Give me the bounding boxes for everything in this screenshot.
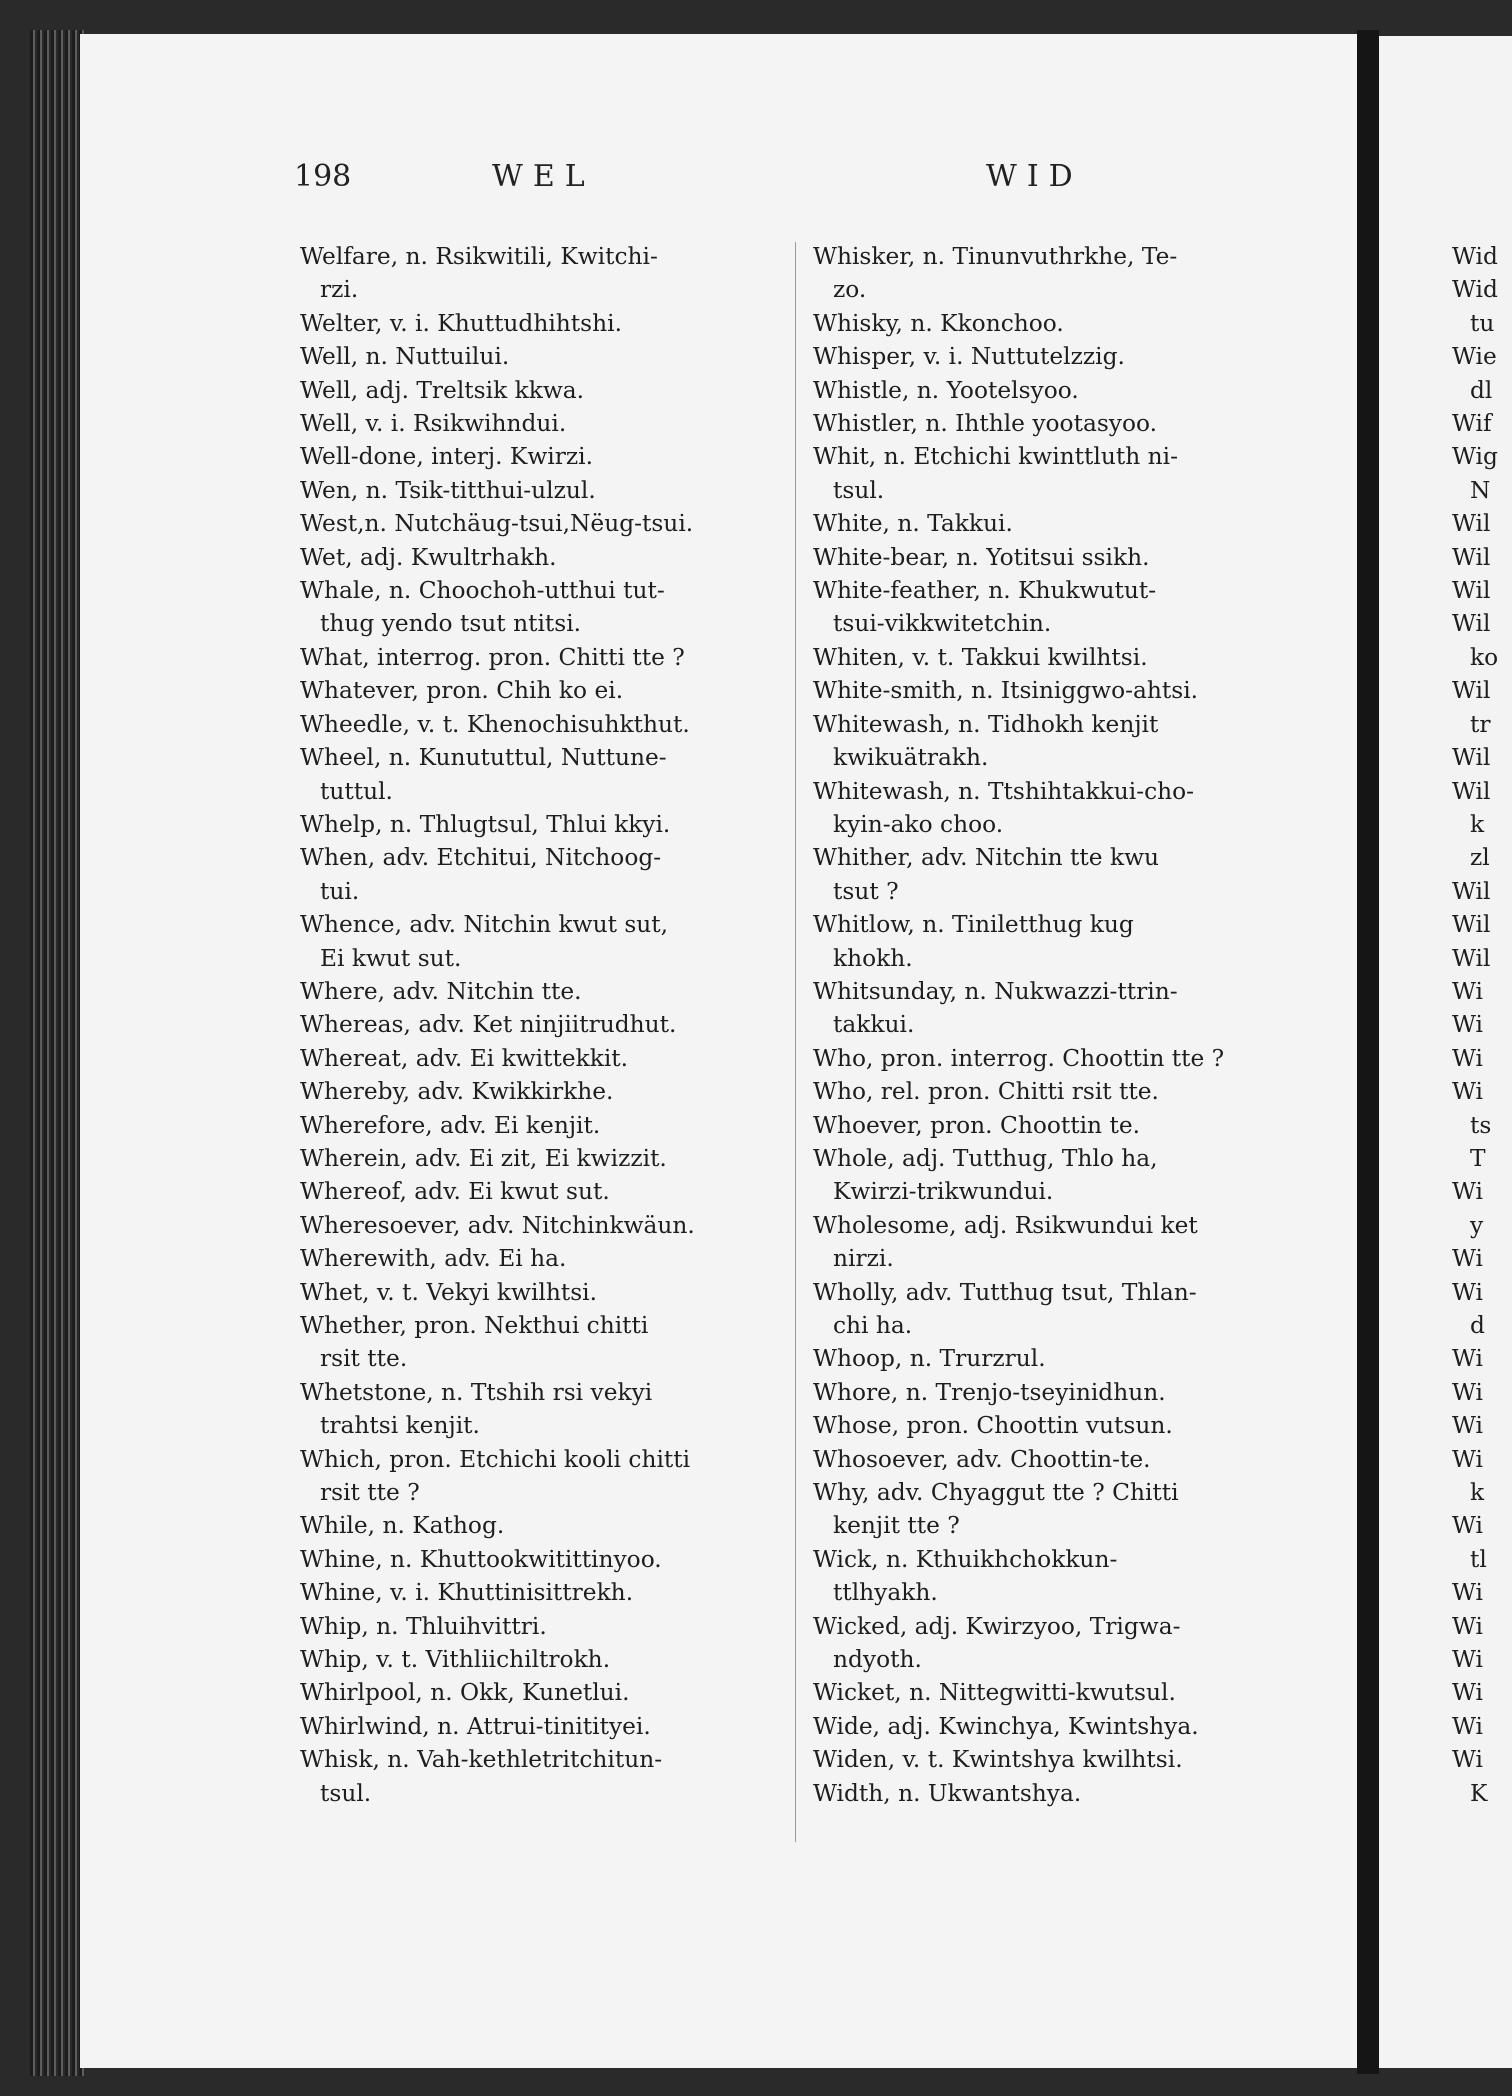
dictionary-entry: Whitlow, n. Tiniletthug kug khokh. — [813, 911, 1134, 972]
dictionary-entry: Whole, adj. Tutthug, Thlo ha, Kwirzi-trikwundui. — [813, 1144, 1158, 1206]
dictionary-entry: Whosoever, adv. Choottin-te. — [813, 1445, 1151, 1473]
dictionary-entry: Why, adv. Chyaggut tte ? Chitti kenjit tte ? — [813, 1479, 1179, 1540]
book-gutter — [1357, 30, 1379, 2074]
dictionary-column-left — [300, 240, 800, 1810]
dictionary-entry: Whisper, v. i. Nuttutelzzig. — [813, 343, 1125, 371]
dictionary-entry: Whatever, pron. Chih ko ei. — [300, 677, 624, 705]
entry-fragment: Wi — [1452, 1646, 1483, 1674]
dictionary-entry: Whit, n. Etchichi kwinttluth ni- tsul. — [813, 443, 1178, 504]
dictionary-entry: Wherein, adv. Ei zit, Ei kwizzit. — [300, 1144, 667, 1172]
dictionary-entry: White-feather, n. Khukwutut- tsui-vikkwitetchin. — [813, 577, 1157, 638]
dictionary-entry: Well-done, interj. Kwirzi. — [300, 443, 593, 471]
dictionary-entry: Whose, pron. Choottin vutsun. — [813, 1412, 1173, 1440]
entry-fragment: Wi — [1452, 1044, 1483, 1072]
entry-fragment: Wil — [1452, 777, 1491, 805]
dictionary-entry: Whoever, pron. Choottin te. — [813, 1111, 1141, 1139]
dictionary-entry: Whore, n. Trenjo-tseyinidhun. — [813, 1378, 1166, 1406]
entry-fragment: Wi — [1452, 1612, 1483, 1640]
entry-fragment: Wi — [1452, 1412, 1483, 1440]
entry-fragment: Wil — [1452, 510, 1491, 538]
guide-word-right: WID — [986, 159, 1083, 194]
dictionary-entry: White-smith, n. Itsiniggwo-ahtsi. — [813, 677, 1199, 705]
entry-fragment: Wil — [1452, 877, 1491, 905]
entry-fragment: Wif — [1452, 410, 1492, 438]
entry-fragment: Wi — [1452, 1579, 1483, 1607]
dictionary-entry: Whereof, adv. Ei kwut sut. — [300, 1178, 610, 1206]
entry-fragment: k — [1470, 810, 1485, 838]
dictionary-entry: While, n. Kathog. — [300, 1512, 505, 1540]
page-number: 198 — [294, 159, 352, 194]
entry-fragment: K — [1470, 1779, 1488, 1807]
entry-fragment: ko — [1470, 643, 1499, 671]
entry-fragment: Wil — [1452, 911, 1491, 939]
dictionary-entry: Wherefore, adv. Ei kenjit. — [300, 1111, 601, 1139]
entry-fragment: T — [1470, 1144, 1486, 1172]
dictionary-entry: Whip, n. Thluihvittri. — [300, 1612, 547, 1640]
dictionary-entry: Where, adv. Nitchin tte. — [300, 977, 582, 1005]
entry-fragment: Wil — [1452, 744, 1491, 772]
dictionary-entry: White, n. Takkui. — [813, 510, 1013, 538]
dictionary-entry: Whistler, n. Ihthle yootasyoo. — [813, 410, 1158, 438]
dictionary-entry: Whisk, n. Vah-kethletritchitun- tsul. — [300, 1746, 663, 1807]
dictionary-entry: Whip, v. t. Vithliichiltrokh. — [300, 1646, 611, 1674]
entry-fragment: Wi — [1452, 1378, 1483, 1406]
entry-fragment: tl — [1470, 1545, 1487, 1573]
dictionary-entry: Well, n. Nuttuilui. — [300, 343, 510, 371]
entry-fragment: Wi — [1452, 1011, 1483, 1039]
dictionary-entry: When, adv. Etchitui, Nitchoog- tui. — [300, 844, 662, 905]
entry-fragment: Wi — [1452, 1679, 1483, 1707]
dictionary-entry: Whereas, adv. Ket ninjiitrudhut. — [300, 1011, 677, 1039]
dictionary-entry: Width, n. Ukwantshya. — [813, 1779, 1082, 1807]
entry-fragment: Wi — [1452, 1445, 1483, 1473]
dictionary-entry: Whetstone, n. Ttshih rsi vekyi trahtsi kenjit. — [300, 1378, 653, 1440]
guide-word-left: WEL — [492, 159, 595, 194]
dictionary-entry: Welfare, n. Rsikwitili, Kwitchi- rzi. — [300, 243, 658, 304]
entry-fragment: Wi — [1452, 1746, 1483, 1774]
dictionary-entry: Wick, n. Kthuikhchokkun- ttlhyakh. — [813, 1545, 1118, 1607]
dictionary-entry: Welter, v. i. Khuttudhihtshi. — [300, 309, 622, 337]
entry-fragment: Wil — [1452, 543, 1491, 571]
entry-fragment: Wil — [1452, 610, 1491, 638]
entry-fragment: Wi — [1452, 1345, 1483, 1373]
entry-fragment: Wi — [1452, 1512, 1483, 1540]
dictionary-entry: Whence, adv. Nitchin kwut sut, Ei kwut sut. — [300, 911, 669, 972]
dictionary-entry: Whereat, adv. Ei kwittekkit. — [300, 1044, 629, 1072]
dictionary-entry: Wide, adj. Kwinchya, Kwintshya. — [813, 1712, 1199, 1740]
dictionary-entry: Who, pron. interrog. Choottin tte ? — [813, 1044, 1225, 1072]
book-page-edges — [30, 30, 84, 2076]
entry-fragment: Wi — [1452, 1278, 1483, 1306]
dictionary-entry: Whirlpool, n. Okk, Kunetlui. — [300, 1679, 630, 1707]
entry-fragment: Wi — [1452, 1712, 1483, 1740]
dictionary-entry: Whether, pron. Nekthui chitti rsit tte. — [300, 1312, 649, 1373]
dictionary-entry: Whitsunday, n. Nukwazzi-ttrin- takkui. — [813, 977, 1178, 1039]
dictionary-entry: Wicket, n. Nittegwitti-kwutsul. — [813, 1679, 1176, 1707]
entry-fragment: zl — [1470, 844, 1490, 872]
dictionary-entry: Who, rel. pron. Chitti rsit tte. — [813, 1078, 1159, 1106]
dictionary-entry: Wherewith, adv. Ei ha. — [300, 1245, 567, 1273]
dictionary-entry: Whine, v. i. Khuttinisittrekh. — [300, 1579, 634, 1607]
dictionary-entry: White-bear, n. Yotitsui ssikh. — [813, 543, 1150, 571]
entry-fragment: Wi — [1452, 977, 1483, 1005]
dictionary-entry: Well, adj. Treltsik kkwa. — [300, 376, 585, 404]
entry-fragment: Wi — [1452, 1078, 1483, 1106]
dictionary-entry: Wheedle, v. t. Khenochisuhkthut. — [300, 710, 690, 738]
entry-fragment: ts — [1470, 1111, 1492, 1139]
entry-fragment: y — [1470, 1211, 1484, 1239]
dictionary-entry: Wet, adj. Kwultrhakh. — [300, 543, 557, 571]
entry-fragment: d — [1470, 1312, 1485, 1339]
entry-fragment: Wid — [1452, 243, 1498, 270]
dictionary-entry: Widen, v. t. Kwintshya kwilhtsi. — [813, 1746, 1183, 1774]
dictionary-entry: Wheresoever, adv. Nitchinkwäun. — [300, 1211, 695, 1239]
dictionary-column-right — [813, 240, 1313, 1810]
dictionary-entry: Whelp, n. Thlugtsul, Thlui kkyi. — [300, 810, 671, 838]
dictionary-entry: West,n. Nutchäug-tsui,Nëug-tsui. — [300, 510, 694, 538]
dictionary-entry: Whisky, n. Kkonchoo. — [813, 309, 1064, 337]
entry-fragment: tu — [1470, 309, 1495, 337]
dictionary-entry: Whistle, n. Yootelsyoo. — [813, 376, 1079, 404]
dictionary-entry: Which, pron. Etchichi kooli chitti rsit tte ? — [300, 1445, 691, 1507]
dictionary-entry: Well, v. i. Rsikwihndui. — [300, 410, 567, 438]
entry-fragment: Wi — [1452, 1178, 1483, 1206]
dictionary-entry: Whereby, adv. Kwikkirkhe. — [300, 1078, 614, 1106]
dictionary-entry: Whither, adv. Nitchin tte kwu tsut ? — [813, 844, 1160, 905]
entry-fragment: Wig — [1452, 443, 1498, 471]
dictionary-entry: Whirlwind, n. Attrui-tinitityei. — [300, 1712, 651, 1740]
dictionary-entry: Wicked, adj. Kwirzyoo, Trigwa- ndyoth. — [813, 1612, 1181, 1674]
entry-fragment: dl — [1470, 376, 1493, 404]
entry-fragment: N — [1470, 476, 1491, 504]
dictionary-entry: What, interrog. pron. Chitti tte ? — [300, 643, 685, 671]
dictionary-entry: Whiten, v. t. Takkui kwilhtsi. — [813, 643, 1148, 671]
dictionary-entry: Wholesome, adj. Rsikwundui ket nirzi. — [813, 1211, 1198, 1273]
next-page-column-fragments — [1452, 240, 1512, 1810]
entry-fragment: k — [1470, 1479, 1485, 1507]
entry-fragment: Wil — [1452, 577, 1491, 605]
dictionary-entry: Wen, n. Tsik-titthui-ulzul. — [300, 476, 596, 504]
dictionary-entry: Whisker, n. Tinunvuthrkhe, Te- zo. — [813, 243, 1178, 304]
entry-fragment: Wid — [1452, 276, 1498, 304]
dictionary-entry: Wheel, n. Kunututtul, Nuttune- tuttul. — [300, 744, 667, 805]
dictionary-entry: Whoop, n. Trurzrul. — [813, 1345, 1046, 1373]
entry-fragment: Wil — [1452, 677, 1491, 705]
entry-fragment: Wil — [1452, 944, 1491, 972]
entry-fragment: Wi — [1452, 1245, 1483, 1273]
dictionary-entry: Whine, n. Khuttookwitittinyoo. — [300, 1545, 662, 1573]
dictionary-entry: Whitewash, n. Tidhokh kenjit kwikuätrakh. — [813, 710, 1159, 772]
dictionary-entry: Whale, n. Choochoh-utthui tut- thug yendo tsut ntitsi. — [300, 577, 665, 638]
entry-fragment: Wie — [1452, 343, 1497, 371]
dictionary-entry: Whitewash, n. Ttshihtakkui-cho- kyin-ako choo. — [813, 777, 1195, 838]
dictionary-entry: Wholly, adv. Tutthug tsut, Thlan- chi ha. — [813, 1278, 1197, 1339]
entry-fragment: tr — [1470, 710, 1491, 738]
dictionary-entry: Whet, v. t. Vekyi kwilhtsi. — [300, 1278, 598, 1306]
